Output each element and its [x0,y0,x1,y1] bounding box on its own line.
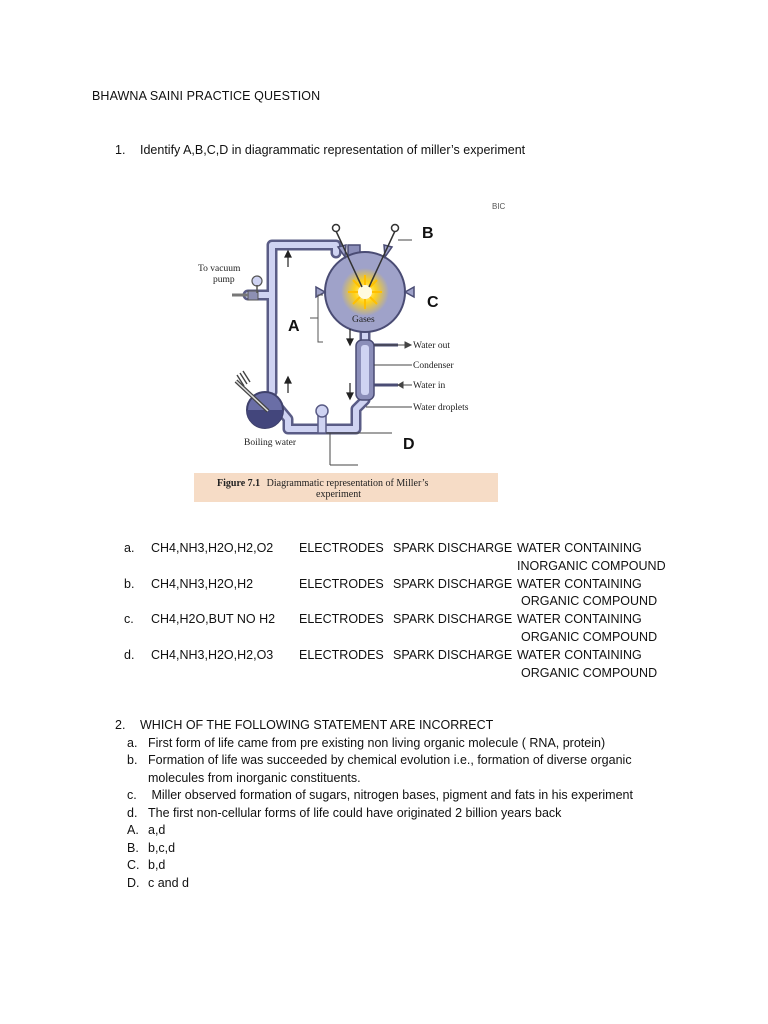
question-text: WHICH OF THE FOLLOWING STATEMENT ARE INCORRECT [140,718,494,732]
page-title: BHAWNA SAINI PRACTICE QUESTION [92,89,321,103]
option-row [124,540,677,576]
option-gases: CH4,NH3,H2O,H2 [151,576,254,591]
statement-item [115,735,668,753]
option-gases: CH4,NH3,H2O,H2,O2 [151,541,274,555]
statement-text: Formation of life was succeeded by chemical evolution i.e., formation of diverse organic molecules from inorganic constituents. [148,753,632,785]
statement-label: c. [127,788,137,802]
statement-text: Miller observed formation of sugars, nitrogen bases, pigment and fats in his experiment [148,788,633,802]
option-gases: CH4,NH3,H2O,H2,O3 [151,647,274,662]
choice-text: b,c,d [148,840,176,855]
answer-choice[interactable] [115,840,668,858]
option-electrodes: ELECTRODES [299,576,384,591]
option-water [517,647,677,683]
option-label: b. [124,576,135,591]
question-number: 2. [115,718,126,732]
option-gases: CH4,H2O,BUT NO H2 [151,612,276,627]
statement-item [115,805,668,823]
boiling-water-label: Boiling water [244,438,296,448]
letter-b: B [422,225,434,242]
option-water-line2: ORGANIC COMPOUND [521,594,658,609]
question-text: Identify A,B,C,D in diagrammatic representation of miller’s experiment [140,143,526,157]
option-electrodes: ELECTRODES [299,647,384,662]
question-1 [115,143,525,157]
option-water [517,611,677,647]
corner-label: BIC [492,202,506,211]
option-water-line1: WATER CONTAINING [517,576,642,591]
answer-choice[interactable] [115,822,668,840]
statement-label: d. [127,805,138,820]
water-droplets-label: Water droplets [413,403,469,413]
option-water-line2: ORGANIC COMPOUND [521,629,658,644]
letter-a: A [288,318,300,335]
option-row [124,647,677,683]
u-trap [316,405,328,433]
option-water-line1: WATER CONTAINING [517,647,642,662]
caption-text-2: experiment [316,489,361,500]
statement-item [115,787,668,805]
answer-choice[interactable] [115,857,668,875]
svg-text:Figure 7.1 Diagrammatic [217,478,428,489]
option-spark: SPARK DISCHARGE [393,612,513,627]
option-water-line1: WATER CONTAINING [517,612,642,627]
choice-text: a,d [148,823,166,837]
option-spark: SPARK DISCHARGE [393,647,513,662]
question-number: 1. [115,143,126,157]
option-water [517,576,677,612]
water-out-label: Water out [413,341,450,351]
statement-item [115,752,668,787]
letter-d: D [403,436,415,453]
option-water-line2: INORGANIC COMPOUND [517,558,666,573]
option-electrodes: ELECTRODES [299,541,384,555]
statement-label: a. [127,735,138,750]
stopcock-valve [232,276,262,300]
statement-text: First form of life came from pre existing non living organic molecule ( RNA, protein) [148,735,606,750]
choice-label: C. [127,858,140,872]
option-row [124,576,677,612]
choice-text: b,d [148,858,166,872]
option-water-line1: WATER CONTAINING [517,541,642,555]
statement-text: The first non-cellular forms of life could have originated 2 billion years back [148,805,562,820]
option-water-line2: ORGANIC COMPOUND [521,665,658,680]
option-spark: SPARK DISCHARGE [393,576,513,591]
letter-c: C [427,294,439,311]
answer-choice[interactable] [115,875,668,893]
vacuum-label: To vacuum [198,264,241,274]
miller-experiment-figure [140,195,520,505]
question-1-options [124,540,677,682]
question-2 [115,717,668,892]
water-in-label: Water in [413,381,446,391]
option-water [517,540,677,576]
option-label: c. [124,612,134,627]
option-label: a. [124,541,135,555]
choice-text: c and d [148,875,190,890]
statement-label: b. [127,753,138,767]
caption-text: Diagrammatic representation of Miller’s [266,478,429,489]
gases-label: Gases [352,315,375,325]
vacuum-label-2: pump [213,275,235,285]
caption-figure-number: Figure 7.1 [217,478,261,489]
option-electrodes: ELECTRODES [299,612,384,627]
option-spark: SPARK DISCHARGE [393,541,513,555]
condenser [356,340,398,400]
option-row [124,611,677,647]
condenser-label: Condenser [413,361,454,371]
option-label: d. [124,647,135,662]
choice-label: B. [127,840,139,855]
choice-label: A. [127,823,139,837]
choice-label: D. [127,875,140,890]
